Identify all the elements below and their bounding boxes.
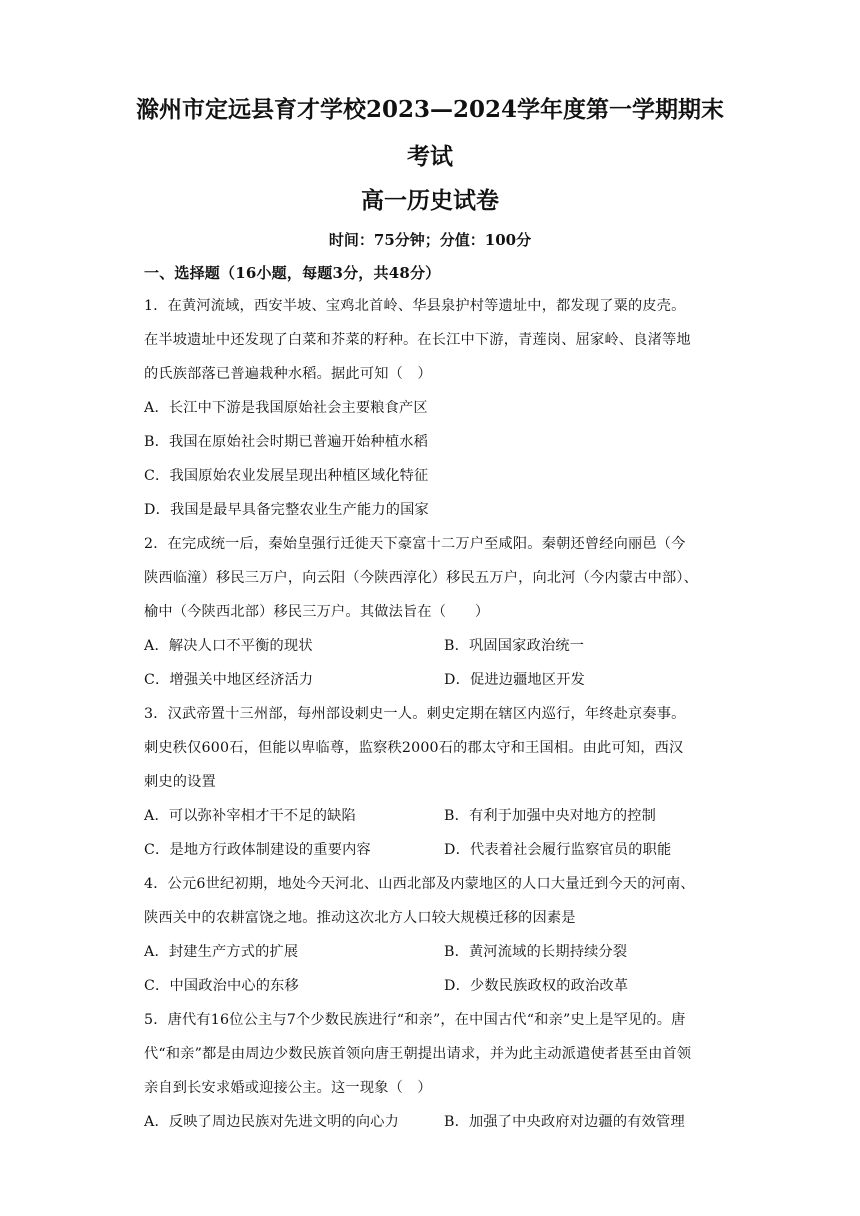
question-1-option-d: D．我国是最早具备完整农业生产能力的国家 <box>144 502 429 518</box>
exam-subtitle: 高一历史试卷 <box>361 187 499 214</box>
question-1-stem-line: 1．在黄河流域，西安半坡、宝鸡北首岭、华县泉护村等遗址中，都发现了粟的皮壳。 <box>144 298 686 314</box>
question-4-option-c: C．中国政治中心的东移 <box>144 978 299 994</box>
question-3-stem-line: 刺史的设置 <box>144 774 216 790</box>
exam-info: 时间：75分钟；分值：100分 <box>328 231 532 249</box>
question-5-stem-line: 代“和亲”都是由周边少数民族首领向唐王朝提出请求，并为此主动派遣使者甚至由首领 <box>144 1046 692 1062</box>
question-3-option-c: C．是地方行政体制建设的重要内容 <box>144 842 371 858</box>
question-4-stem-line: 陕西关中的农耕富饶之地。推动这次北方人口较大规模迁移的因素是 <box>144 910 576 926</box>
question-2-stem-line: 陕西临潼）移民三万户，向云阳（今陕西淳化）移民五万户，向北河（今内蒙古中部）、 <box>144 570 699 586</box>
question-2-option-d: D．促进边疆地区开发 <box>444 672 586 688</box>
question-5-stem-line: 亲自到长安求婚或迎接公主。这一现象（ ） <box>144 1080 432 1096</box>
question-2-option-c: C．增强关中地区经济活力 <box>144 672 314 688</box>
question-2-option-a: A．解决人口不平衡的现状 <box>144 638 313 654</box>
exam-title-line2: 考试 <box>407 143 453 170</box>
question-4-option-a: A．封建生产方式的扩展 <box>144 944 299 960</box>
question-3-option-a: A．可以弥补宰相才干不足的缺陷 <box>144 808 356 824</box>
question-3-option-d: D．代表着社会履行监察官员的职能 <box>444 842 672 858</box>
question-1-stem-line: 在半坡遗址中还发现了白菜和芥菜的籽种。在长江中下游，青莲岗、屈家岭、良渚等地 <box>144 332 691 348</box>
question-3-stem-line: 刺史秩仅600石，但能以卑临尊，监察秩2000石的郡太守和王国相。由此可知，西汉 <box>144 740 684 756</box>
question-4-option-d: D．少数民族政权的政治改革 <box>444 978 629 994</box>
question-1-option-c: C．我国原始农业发展呈现出种植区域化特征 <box>144 468 429 484</box>
question-5-option-b: B．加强了中央政府对边疆的有效管理 <box>444 1114 685 1130</box>
question-1-stem-line: 的氏族部落已普遍栽种水稻。据此可知（ ） <box>144 366 432 382</box>
section-heading: 一、选择题（16小题，每题3分，共48分） <box>144 264 441 282</box>
question-1-option-a: A．长江中下游是我国原始社会主要粮食产区 <box>144 400 428 416</box>
question-4-option-b: B．黄河流域的长期持续分裂 <box>444 944 628 960</box>
question-1-option-b: B．我国在原始社会时期已普遍开始种植水稻 <box>144 434 428 450</box>
question-5-option-a: A．反映了周边民族对先进文明的向心力 <box>144 1114 400 1130</box>
question-3-stem-line: 3．汉武帝置十三州部，每州部设刺史一人。刺史定期在辖区内巡行，年终赴京奏事。 <box>144 706 686 722</box>
question-3-option-b: B．有利于加强中央对地方的控制 <box>444 808 657 824</box>
exam-title-line1: 滁州市定远县育才学校2023—2024学年度第一学期期末 <box>135 96 725 123</box>
question-2-stem-line: 2．在完成统一后，秦始皇强行迁徙天下豪富十二万户至咸阳。秦朝还曾经向丽邑（今 <box>144 536 686 552</box>
question-2-stem-line: 榆中（今陕西北部）移民三万户。其做法旨在（ ） <box>144 604 490 620</box>
question-5-stem-line: 5．唐代有16位公主与7个少数民族进行“和亲”，在中国古代“和亲”史上是罕见的。唐 <box>144 1012 686 1028</box>
question-2-option-b: B．巩固国家政治统一 <box>444 638 585 654</box>
question-4-stem-line: 4．公元6世纪初期，地处今天河北、山西北部及内蒙地区的人口大量迁到今天的河南、 <box>144 876 695 892</box>
